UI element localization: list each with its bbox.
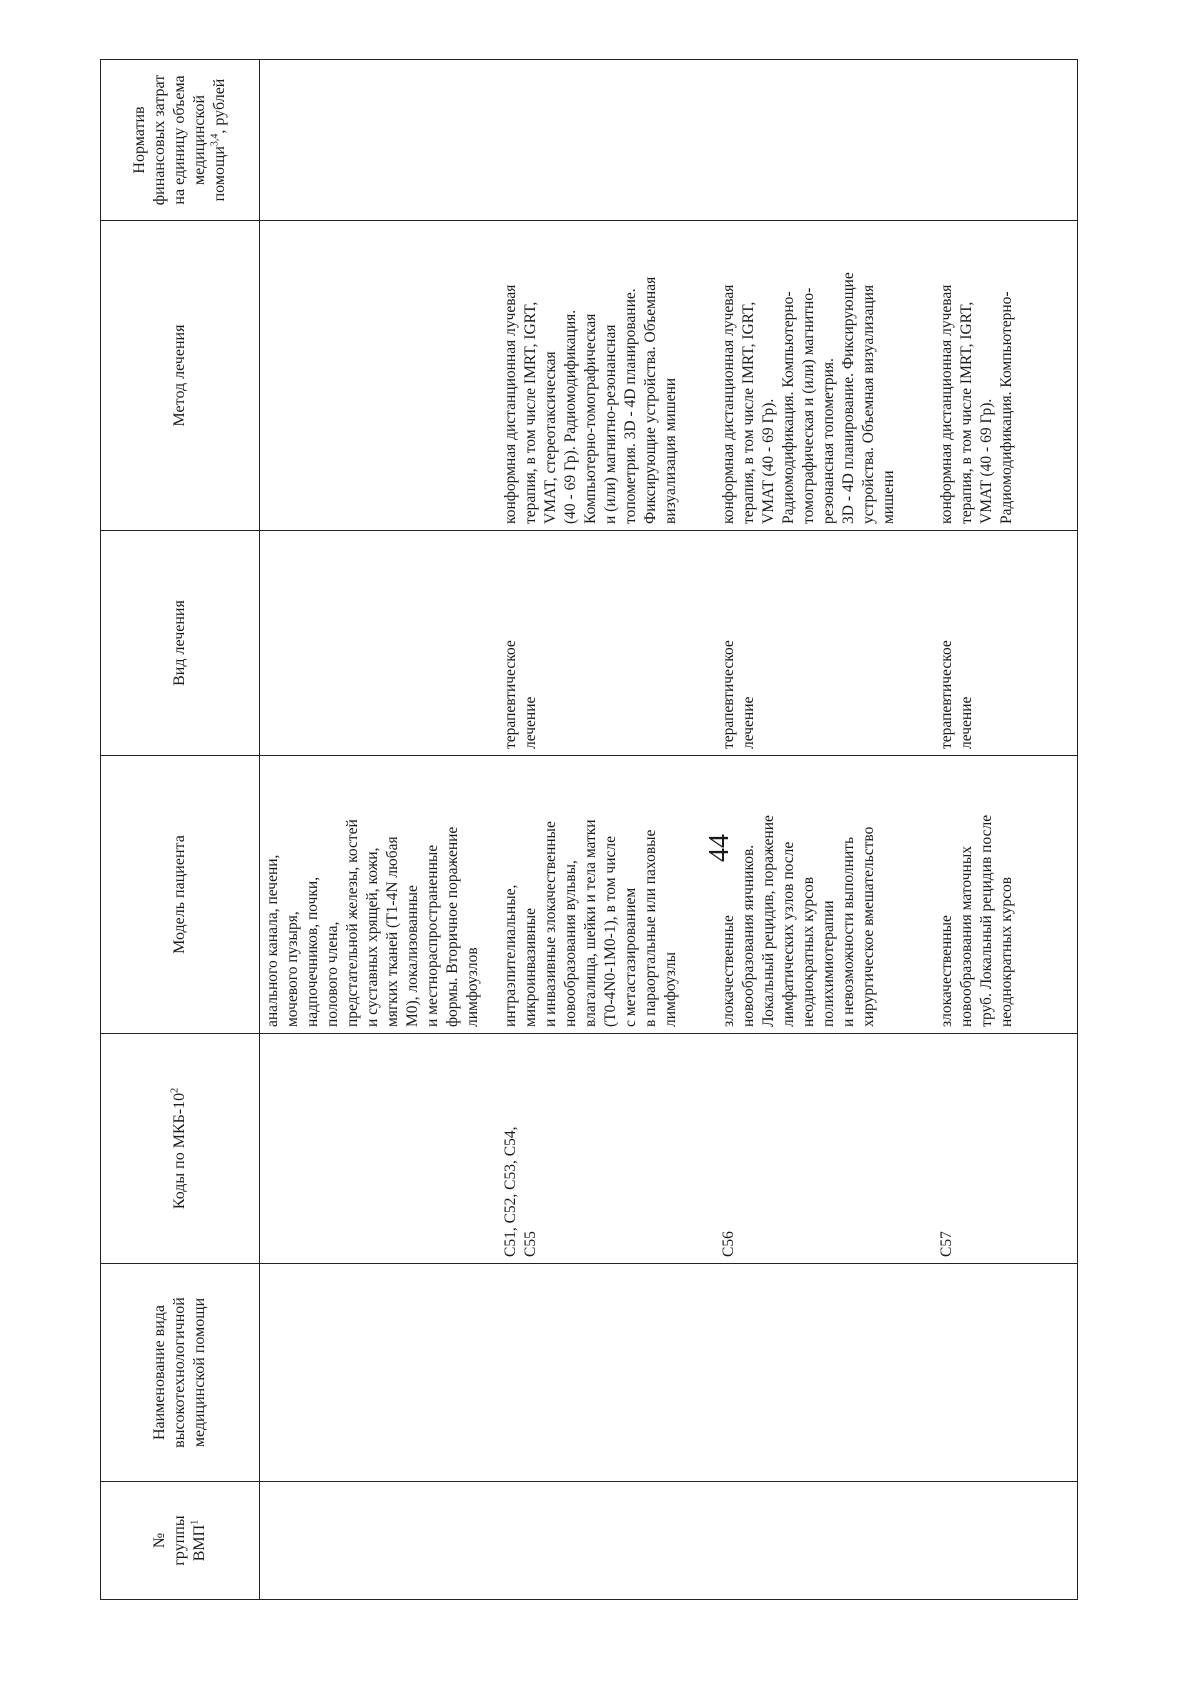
cell-icd-codes-line: C51, C52, C53, C54, [501, 1126, 519, 1257]
cell-cost-norm [498, 60, 716, 221]
cell-patient-model-line: хирургическое вмешательство [859, 826, 877, 1027]
cell-patient-model-line: надпочечников, почки, [304, 876, 321, 1027]
cell-patient-model-line: (T0-4N0-1M0-1), в том числе [601, 836, 619, 1027]
cell-treatment-method-line: устройства. Объемная визуализация [859, 284, 877, 524]
cell-treatment-method [934, 221, 1078, 531]
cell-treatment-method-line: топометрия. 3D - 4D планирование. [621, 288, 639, 524]
cell-treatment-type-line: терапевтическое [719, 640, 737, 749]
cell-cost-norm [716, 60, 934, 221]
cell-patient-model-line: интраэпителиальные, [501, 884, 519, 1027]
cell-treatment-method-line: конформная дистанционная лучевая [937, 284, 955, 524]
cell-patient-model-line: с метастазированием [621, 887, 639, 1027]
cell-patient-model-line: и инвазивные злокачественные [541, 821, 559, 1027]
cell-patient-model-line: злокачественные [937, 915, 955, 1027]
cell-patient-model-line: мягких тканей (T1-4N любая [384, 836, 401, 1027]
cell-icd-codes [260, 1034, 498, 1264]
page-number: 44 [704, 834, 735, 862]
cell-treatment-type-line: лечение [739, 696, 757, 749]
table-row [498, 60, 716, 1600]
cell-care-type [934, 1264, 1078, 1482]
cell-treatment-type-line: терапевтическое [937, 640, 955, 749]
cell-patient-model-line: злокачественные [719, 915, 737, 1027]
cell-cost-norm [260, 60, 498, 221]
cell-patient-model-line: M0), локализованные [404, 885, 421, 1027]
header-icd-sup: 2 [169, 1087, 181, 1093]
cell-care-type [716, 1264, 934, 1482]
cell-icd-codes [934, 1034, 1078, 1264]
header-row [101, 60, 260, 1600]
cell-cost-norm [934, 60, 1078, 221]
cell-patient-model-line: влагалища, шейки и тела матки [581, 819, 599, 1027]
cell-patient-model [934, 756, 1078, 1034]
header-group-number [101, 1482, 260, 1600]
cell-treatment-type [498, 531, 716, 756]
cell-patient-model [716, 756, 934, 1034]
header-patient-model: Модель пациента [101, 756, 260, 1034]
header-care-type: Наименование вида высокотехнологичной медицинской помощи [101, 1264, 260, 1482]
header-norm-text: Норматив финансовых затрат на единицу объема медицинской помощи [131, 74, 228, 206]
cell-treatment-method-line: терапия, в том числе IMRT, IGRT, [739, 301, 757, 524]
cell-treatment-type [260, 531, 498, 756]
header-treatment-type: Вид лечения [101, 531, 260, 756]
cell-patient-model [260, 756, 498, 1034]
cell-icd-codes-line: C56 [719, 1231, 737, 1257]
cell-icd-codes [498, 1034, 716, 1264]
cell-icd-codes-line: C57 [937, 1231, 955, 1257]
cell-treatment-method-line: конформная дистанционная лучевая [501, 284, 519, 524]
cell-patient-model-line: новообразования маточных [957, 846, 975, 1027]
cell-treatment-method-line: Радиомодификация. Компьютерно- [779, 291, 797, 524]
cell-treatment-method-line: конформная дистанционная лучевая [719, 284, 737, 524]
cell-treatment-method-line: 3D - 4D планирование. Фиксирующие [839, 272, 857, 524]
cell-treatment-method-line: (40 - 69 Гр). Радиомодификация. [561, 309, 579, 524]
table-row [934, 60, 1078, 1600]
cell-icd-codes [716, 1034, 934, 1264]
cell-patient-model-line: формы. Вторичное поражение [444, 826, 461, 1027]
cell-patient-model-line: неоднократных курсов [997, 876, 1015, 1027]
header-treatment-method: Метод лечения [101, 221, 260, 531]
table-row [716, 60, 934, 1600]
cell-treatment-method-line: терапия, в том числе IMRT, IGRT, [521, 301, 539, 524]
cell-patient-model-line: предстательной железы, костей [344, 819, 361, 1027]
cell-patient-model-line: микроинвазивные [521, 907, 539, 1027]
cell-treatment-method-line: резонансная топометрия. [819, 358, 837, 524]
cell-treatment-method-line: мишени [879, 470, 897, 524]
header-group-line2: группы [171, 1515, 188, 1566]
header-icd-text: Коды по МКБ-10 [171, 1092, 188, 1210]
cell-group-number [934, 1482, 1078, 1600]
header-group-sup: 1 [189, 1519, 201, 1525]
header-group-line3: ВМП [191, 1524, 208, 1562]
table-body [260, 60, 1078, 1600]
cell-treatment-method [260, 221, 498, 531]
cell-patient-model-line: лимфоузлы [661, 951, 679, 1027]
cell-treatment-method-line: VMAT (40 - 69 Гр). [977, 398, 995, 524]
cell-group-number [498, 1482, 716, 1600]
cell-treatment-method-line: томографическая и (или) магнитно- [799, 287, 817, 524]
cell-patient-model-line: новообразования вульвы, [561, 860, 579, 1027]
header-icd-codes [101, 1034, 260, 1264]
cell-group-number [716, 1482, 934, 1600]
cell-patient-model-line: лимфоузлов [464, 947, 481, 1027]
cell-patient-model-line: в параортальные или паховые [641, 829, 659, 1027]
cell-treatment-method-line: Фиксирующие устройства. Объемная [641, 276, 659, 524]
cell-patient-model-line: мочевого пузыря, [284, 911, 301, 1027]
cell-patient-model-line: Локальный рецидив, поражение [759, 815, 777, 1027]
header-norm-tail: , рублей [211, 78, 228, 134]
cell-treatment-method-line: терапия, в том числе IMRT, IGRT, [957, 301, 975, 524]
cell-patient-model-line: неоднократных курсов [799, 876, 817, 1027]
header-norm-sup: 3,4 [209, 133, 221, 147]
cell-patient-model-line: и суставных хрящей, кожи, [364, 847, 381, 1027]
header-cost-norm [101, 60, 260, 221]
cell-treatment-type [934, 531, 1078, 756]
cell-treatment-method-line: Компьютерно-томографическая [581, 313, 599, 524]
cell-patient-model-line: полихимиотерапии [819, 900, 837, 1027]
cell-patient-model [498, 756, 716, 1034]
cell-treatment-type-line: терапевтическое [501, 640, 519, 749]
cell-care-type [498, 1264, 716, 1482]
cell-treatment-type-line: лечение [521, 696, 539, 749]
cell-patient-model-line: полового члена, [324, 921, 341, 1027]
cell-treatment-method-line: и (или) магнитно-резонансная [601, 324, 619, 524]
cell-group-number [260, 1482, 498, 1600]
cell-patient-model-line: труб. Локальный рецидив после [977, 814, 995, 1027]
cell-treatment-type [716, 531, 934, 756]
treatment-table [100, 59, 1078, 1600]
cell-patient-model-line: новообразования яичников. [739, 844, 757, 1027]
cell-treatment-method [716, 221, 934, 531]
cell-treatment-method-line: VMAT, стереотаксическая [541, 351, 559, 524]
cell-treatment-method-line: визуализация мишени [661, 377, 679, 524]
cell-patient-model-line: лимфатических узлов после [779, 841, 797, 1027]
cell-patient-model-line: и местнораспространенные [424, 844, 441, 1027]
table-row [260, 60, 498, 1600]
cell-icd-codes-line: C55 [521, 1231, 539, 1257]
rotated-table-container [100, 60, 1070, 1600]
cell-patient-model-line: анального канала, печени, [264, 854, 281, 1027]
cell-patient-model-line: и невозможности выполнить [839, 836, 857, 1027]
cell-treatment-method [498, 221, 716, 531]
cell-treatment-type-line: лечение [957, 696, 975, 749]
cell-treatment-method-line: VMAT (40 - 69 Гр). [759, 398, 777, 524]
cell-treatment-method-line: Радиомодификация. Компьютерно- [997, 291, 1015, 524]
cell-care-type [260, 1264, 498, 1482]
header-group-line1: № [151, 1532, 168, 1549]
